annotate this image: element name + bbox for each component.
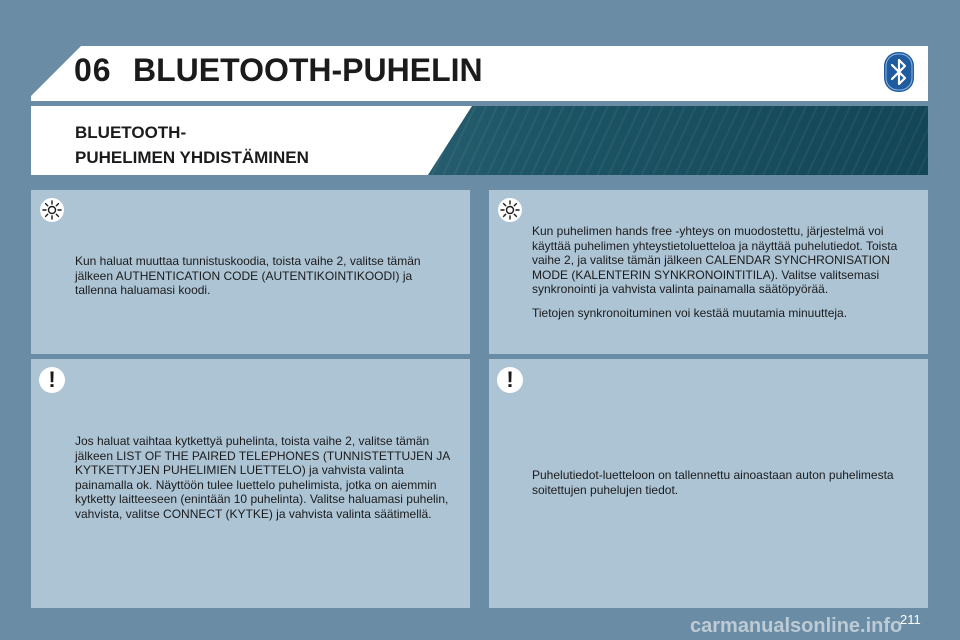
warning-exclamation-icon: ! [39,367,65,393]
sun-tip-icon [40,198,64,222]
warning-text-call-log: Puhelutiedot-luetteloon on tallennettu ainoastaan auton puhelimesta soitettujen puhelujen tiedot. [532,468,894,497]
warning-text-change-phone: Jos haluat vaihtaa kytkettyä puhelinta, toista vaihe 2, valitse tämän jälkeen LIST OF THE PAIRED TELEPHONES (TUNNISTETTUJEN JA KYTKETTYJEN PUHELIMIEN LUETTELO) ja vahvista valinta painamalla ok. Näyttöön tulee luettelo puhelimista, jotka on aiemmin kytketty laitteeseen (enintään 10 puhelinta). Valitse haluamasi puhelin, vahvista, valitse CONNECT (KYTKE) ja vahvista valinta säätimellä. [75,434,450,521]
tip-paragraph-1: Kun puhelimen hands free -yhteys on muodostettu, järjestelmä voi käyttää puhelimen yhteystietoluetteloa ja näyttää puhelutiedot. Toista vaihe 2, ja valitse tämän jälkeen CALENDAR SYNCHRONISATION MODE (KALENTERIN SYNKRONOINTITILA). Valitse valitsemasi synkronointi ja vahvista valinta painamalla säätöpyörää. [532,224,898,296]
bluetooth-icon [884,52,914,92]
chapter-title: BLUETOOTH-PUHELIN [133,52,483,88]
sun-tip-icon [498,198,522,222]
watermark: carmanualsonline.info [690,615,903,637]
tip-text-authentication: Kun haluat muuttaa tunnistuskoodia, toista vaihe 2, valitse tämän jälkeen AUTHENTICATION CODE (AUTENTIKOINTIKOODI) ja tallenna haluamasi koodi. [75,254,421,297]
section-title-line2: PUHELIMEN YHDISTÄMINEN [75,148,309,167]
tip-text-synchronisation [532,224,917,329]
chapter-number: 06 [74,52,112,88]
warning-exclamation-icon: ! [497,367,523,393]
section-title-line1: BLUETOOTH- [75,123,187,142]
banner-pattern [408,106,928,175]
page-number: 211 [900,612,921,627]
tip-paragraph-2: Tietojen synkronoituminen voi kestää muutamia minuutteja. [532,305,848,320]
section-title [75,120,435,170]
